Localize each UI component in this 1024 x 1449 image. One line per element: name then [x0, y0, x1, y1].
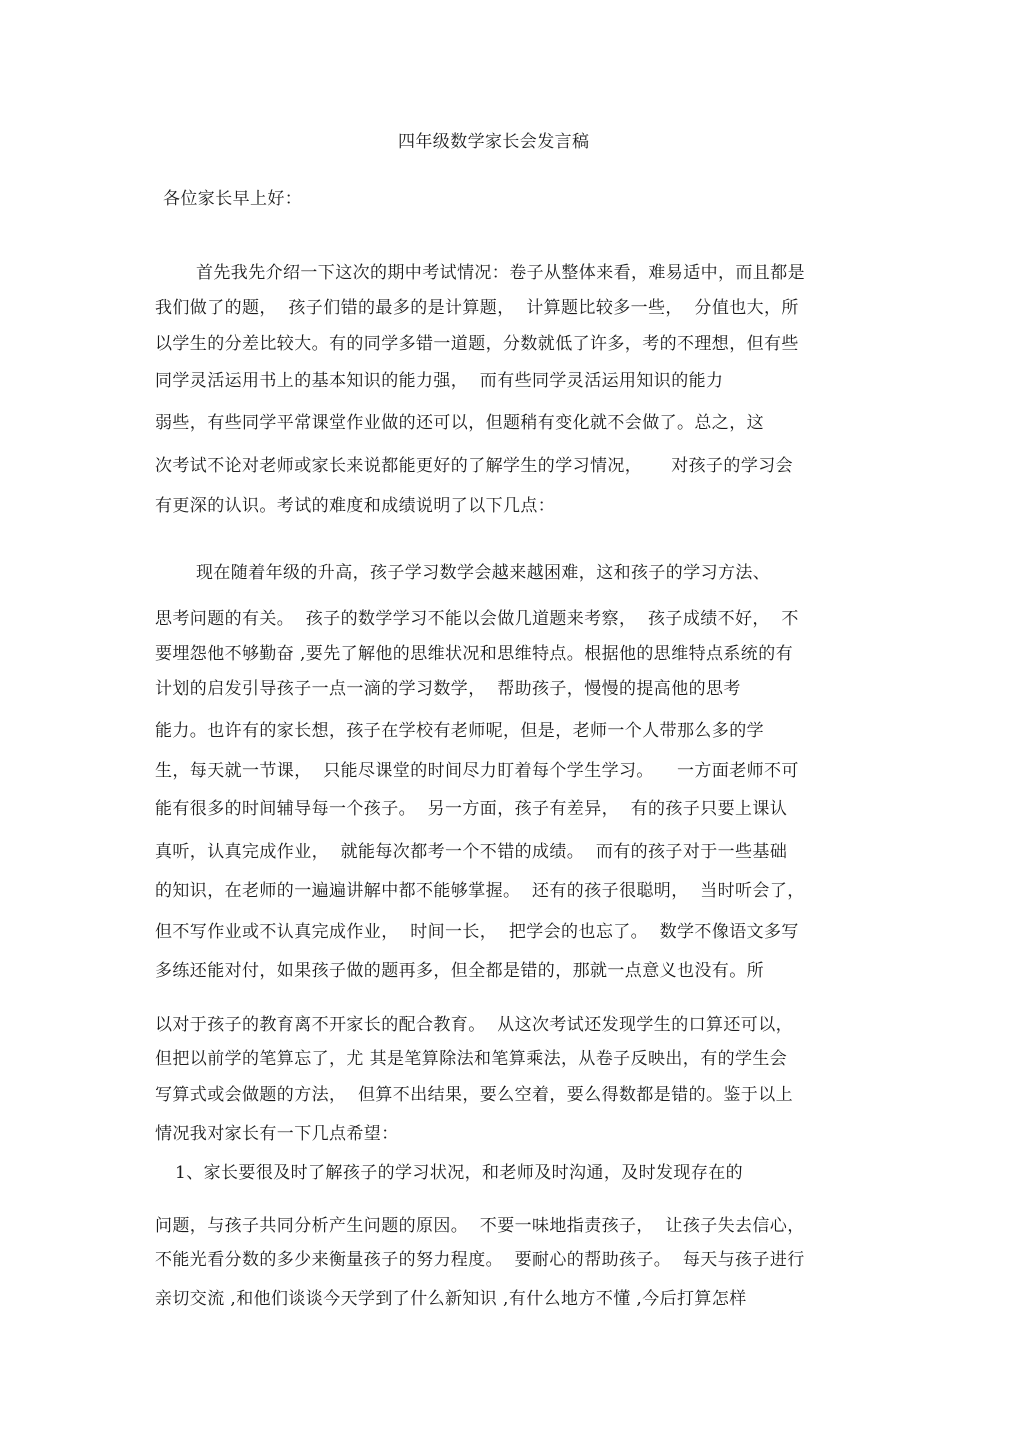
paragraph-line: 不能光看分数的多少来衡量孩子的努力程度。 要耐心的帮助孩子。 每天与孩子进行	[155, 1250, 805, 1270]
paragraph-line: 多练还能对付，如果孩子做的题再多，但全都是错的，那就一点意义也没有。所	[155, 961, 764, 981]
paragraph-line: 计划的启发引导孩子一点一滴的学习数学， 帮助孩子，慢慢的提高他的思考	[155, 679, 741, 699]
greeting: 各位家长早上好：	[163, 189, 303, 209]
document-title: 四年级数学家长会发言稿	[398, 132, 590, 152]
paragraph-line: 的知识，在老师的一遍遍讲解中都不能够掌握。 还有的孩子很聪明， 当时听会了，	[155, 881, 805, 901]
paragraph-line: 亲切交流 ,和他们谈谈今天学到了什么新知识 ,有什么地方不懂 ,今后打算怎样	[155, 1289, 747, 1309]
paragraph-line: 首先我先介绍一下这次的期中考试情况：卷子从整体来看，难易适中，而且都是	[196, 263, 805, 283]
paragraph-line: 但不写作业或不认真完成作业， 时间一长， 把学会的也忘了。 数学不像语文多写	[155, 922, 799, 942]
paragraph-line: 能有很多的时间辅导每一个孩子。 另一方面，孩子有差异， 有的孩子只要上课认	[155, 799, 788, 819]
list-item: 1、家长要很及时了解孩子的学习状况，和老师及时沟通，及时发现存在的	[175, 1163, 744, 1183]
paragraph-line: 但把以前学的笔算忘了，尤 其是笔算除法和笔算乘法，从卷子反映出，有的学生会	[155, 1049, 788, 1069]
paragraph-line: 问题，与孩子共同分析产生问题的原因。 不要一味地指责孩子， 让孩子失去信心，	[155, 1216, 805, 1236]
paragraph-line: 弱些，有些同学平常课堂作业做的还可以，但题稍有变化就不会做了。总之，这	[155, 413, 764, 433]
paragraph-line: 以学生的分差比较大。有的同学多错一道题，分数就低了许多，考的不理想，但有些	[155, 334, 799, 354]
paragraph-line: 真听，认真完成作业， 就能每次都考一个不错的成绩。 而有的孩子对于一些基础	[155, 842, 788, 862]
paragraph-line: 次考试不论对老师或家长来说都能更好的了解学生的学习情况， 对孩子的学习会	[155, 456, 794, 476]
paragraph-line: 有更深的认识。考试的难度和成绩说明了以下几点：	[155, 496, 556, 516]
paragraph-line: 以对于孩子的教育离不开家长的配合教育。 从这次考试还发现学生的口算还可以，	[155, 1015, 794, 1035]
paragraph-line: 写算式或会做题的方法， 但算不出结果，要么空着，要么得数都是错的。鉴于以上	[155, 1085, 794, 1105]
paragraph-line: 能力。也许有的家长想，孩子在学校有老师呢，但是，老师一个人带那么多的学	[155, 721, 764, 741]
paragraph-line: 同学灵活运用书上的基本知识的能力强， 而有些同学灵活运用知识的能力	[155, 371, 724, 391]
paragraph-line: 生，每天就一节课， 只能尽课堂的时间尽力盯着每个学生学习。 一方面老师不可	[155, 761, 799, 781]
paragraph-line: 思考问题的有关。 孩子的数学学习不能以会做几道题来考察， 孩子成绩不好， 不	[155, 609, 799, 629]
paragraph-line: 情况我对家长有一下几点希望：	[155, 1124, 399, 1144]
paragraph-line: 要埋怨他不够勤奋 ,要先了解他的思维状况和思维特点。根据他的思维特点系统的有	[155, 644, 794, 664]
paragraph-line: 我们做了的题， 孩子们错的最多的是计算题， 计算题比较多一些， 分值也大，所	[155, 298, 799, 318]
paragraph-line: 现在随着年级的升高，孩子学习数学会越来越困难，这和孩子的学习方法、	[196, 563, 771, 583]
